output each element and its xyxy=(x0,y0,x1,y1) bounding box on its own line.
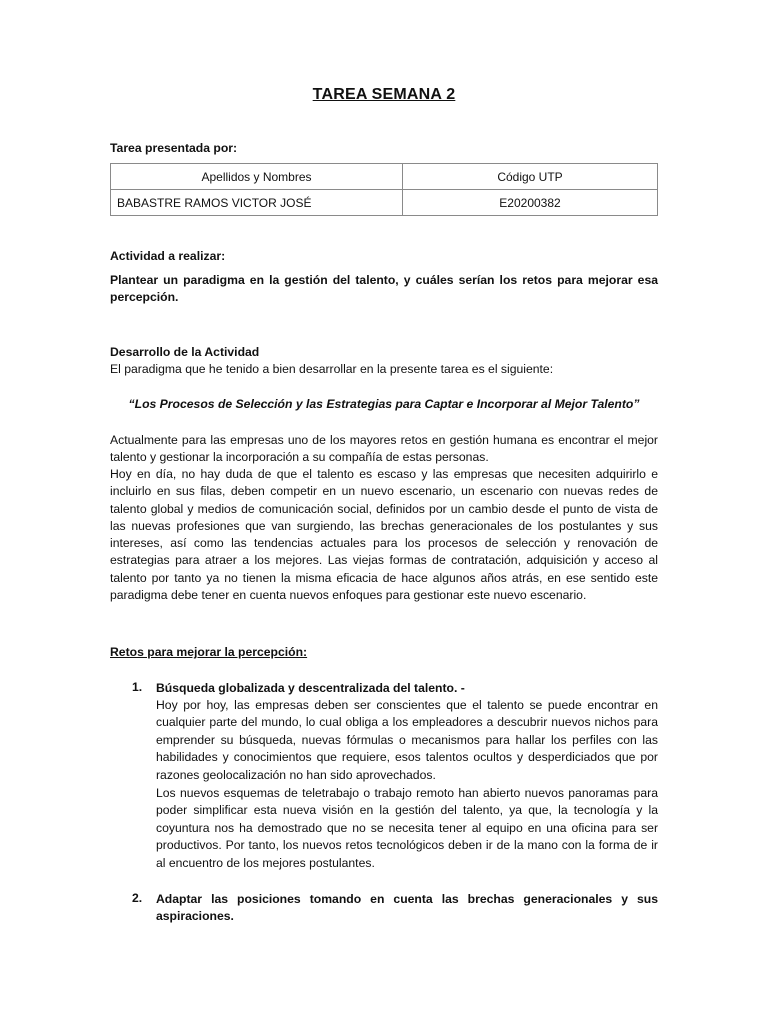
development-paragraph-2: Hoy en día, no hay duda de que el talento es escaso y las empresas que necesiten adquirirlo e incluirlo en sus filas, deben competir en un nuevo escenario, un escenario con nuevas redes de talento global y medios de comunicación social, definidos por un cambio desde el punto de vista de las nuevas profesiones que van surgiendo, las brechas generacionales de los postulantes y sus intereses, así como las tendencias actuales para los procesos de selección y renovación de estrategias para atraer a los mejores. Las viejas formas de contratación, adquisición y acceso al talento por tanto ya no tienen la misma eficacia de hace algunos años atrás, en ese sentido este paradigma debe tener en cuenta nuevos enfoques para gestionar este nuevo escenario. xyxy=(110,467,658,603)
challenges-heading: Retos para mejorar la percepción: xyxy=(110,645,308,659)
table-header-row xyxy=(111,164,658,190)
list-item-1-number: 1. xyxy=(132,680,143,694)
paradigm-quote: “Los Procesos de Selección y las Estrategias para Captar e Incorporar al Mejor Talento” xyxy=(128,397,640,411)
development-intro: El paradigma que he tenido a bien desarrollar en la presente tarea es el siguiente: xyxy=(110,362,554,376)
development-paragraph-1: Actualmente para las empresas uno de los mayores retos en gestión humana es encontrar el mejor talento y gestionar la incorporación a su compañía de estas personas. xyxy=(110,433,658,465)
cell-name: BABASTRE RAMOS VICTOR JOSÉ xyxy=(111,190,403,216)
list-item-1-paragraph-1: Hoy por hoy, las empresas deben ser conscientes que el talento se puede encontrar en cualquier parte del mundo, lo cual obliga a los empleadores a descubrir nuevos nichos para emprender su búsqueda, nuevas fórmulas o mecanismos para hallar los perfiles con las habilidades y conocimientos que requiere, esos talentos ocultos y desperdiciados que por razones geolocalización no han sido aprovechados. xyxy=(156,698,658,782)
list-item-1-paragraph-2: Los nuevos esquemas de teletrabajo o trabajo remoto han abierto nuevos panoramas para poder simplificar esta nueva visión en la gestión del talento, ya que, la tecnología y la coyuntura nos ha demostrado que no se necesita tener al equipo en una oficina para ser productivos. Por tanto, los nuevos retos tecnológicos deben ir de la mano con la forma de ir al encuentro de los mejores postulantes. xyxy=(156,786,658,870)
list-item-1-title: Búsqueda globalizada y descentralizada del talento. - xyxy=(156,681,465,695)
header-code: Código UTP xyxy=(403,164,658,190)
cell-code: E20200382 xyxy=(403,190,658,216)
activity-label: Actividad a realizar: xyxy=(110,249,226,263)
list-item-2-title: Adaptar las posiciones tomando en cuenta las brechas generacionales y sus aspiraciones. xyxy=(156,892,658,924)
activity-text: Plantear un paradigma en la gestión del talento, y cuáles serían los retos para mejorar esa percepción. xyxy=(110,273,658,305)
authors-table xyxy=(110,163,658,216)
table-row xyxy=(111,190,658,216)
development-label: Desarrollo de la Actividad xyxy=(110,345,260,359)
header-names: Apellidos y Nombres xyxy=(111,164,403,190)
presented-by-label: Tarea presentada por: xyxy=(110,141,238,155)
list-item-2-number: 2. xyxy=(132,891,143,905)
page-title: TAREA SEMANA 2 xyxy=(312,86,456,103)
